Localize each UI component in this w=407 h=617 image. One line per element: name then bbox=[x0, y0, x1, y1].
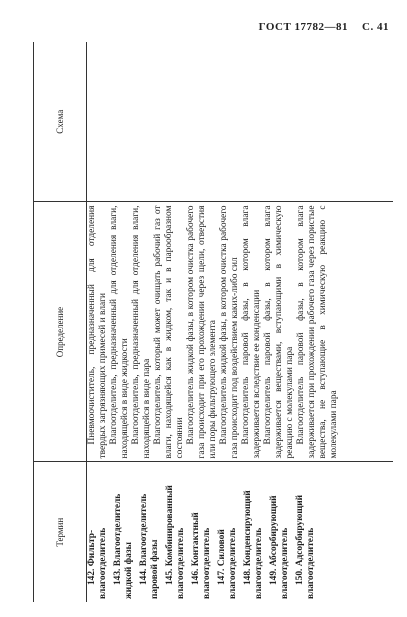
definition-150: Влагоотделитель паровой фазы, в котором влага задерживается при прохождении рабочего газа через пористые вещества, не вступающие в химическую реакцию с молекулами пара bbox=[296, 205, 339, 459]
page-header bbox=[259, 21, 389, 33]
terms-table bbox=[33, 42, 393, 602]
page-number: С. 41 bbox=[362, 21, 389, 33]
term-149: 149. Абсорбирующий влагоотделитель bbox=[269, 495, 290, 599]
column-header-definition: Определение bbox=[34, 202, 87, 462]
definition-149: Влагоотделитель паровой фазы, в котором влага задерживается веществами, вступающими в химическую реакцию с молекулами пара bbox=[263, 205, 295, 459]
term-142: 142. Фильтр-влагоотделитель bbox=[87, 527, 108, 599]
term-143: 143. Влагоотделитель жидкой фазы bbox=[113, 493, 134, 599]
column-header-scheme: Схема bbox=[34, 42, 87, 202]
scheme-cell bbox=[87, 42, 394, 202]
rotated-table-wrapper bbox=[33, 42, 393, 602]
definition-147: Влагоотделитель жидкой фазы, в котором очистка рабочего газа происходит под воздействием каких-либо сил bbox=[219, 205, 240, 459]
definition-cell bbox=[87, 202, 394, 462]
column-header-term: Термин bbox=[34, 462, 87, 602]
definition-144: Влагоотделитель, предназначенный для отделения влаги, находящейся в виде пара bbox=[131, 205, 152, 459]
definition-142: Пневмоочиститель, предназначенный для отделения твердых загрязняющих примесей и влаги bbox=[87, 205, 108, 459]
term-147: 147. Силовой влагоотделитель bbox=[217, 527, 238, 599]
term-146: 146. Контактный влагоотделитель bbox=[191, 512, 212, 599]
document-id: ГОСТ 17782—81 bbox=[258, 21, 349, 33]
term-cell bbox=[87, 462, 394, 602]
table-header-row bbox=[34, 42, 87, 602]
term-150: 150. Адсорбирующий влагоотделитель bbox=[295, 494, 316, 599]
term-145: 145. Комбинированный влагоотделитель bbox=[165, 485, 186, 599]
definition-145: Влагоотделитель, который может очищать рабочий газ от влаги, находящейся как в жидком, так и в парообразном состоянии bbox=[153, 205, 185, 459]
rotated-table bbox=[33, 42, 393, 602]
table-row bbox=[87, 42, 394, 602]
definition-148: Влагоотделитель паровой фазы, в котором влага задерживается вследствие ее конденсации bbox=[241, 205, 262, 459]
term-144: 144. Влагоотделитель паровой фазы bbox=[139, 493, 160, 599]
term-148: 148. Конденсирующий влагоотделитель bbox=[243, 490, 264, 599]
definition-143: Влагоотделитель, предназначенный для отделения влаги, находящейся в виде жидкости bbox=[109, 205, 130, 459]
definition-146: Влагоотделитель жидкой фазы, в котором очистка рабочего газа происходит при его прохождении через щели, отверстия или поры фильтрующего элемента bbox=[186, 205, 218, 459]
